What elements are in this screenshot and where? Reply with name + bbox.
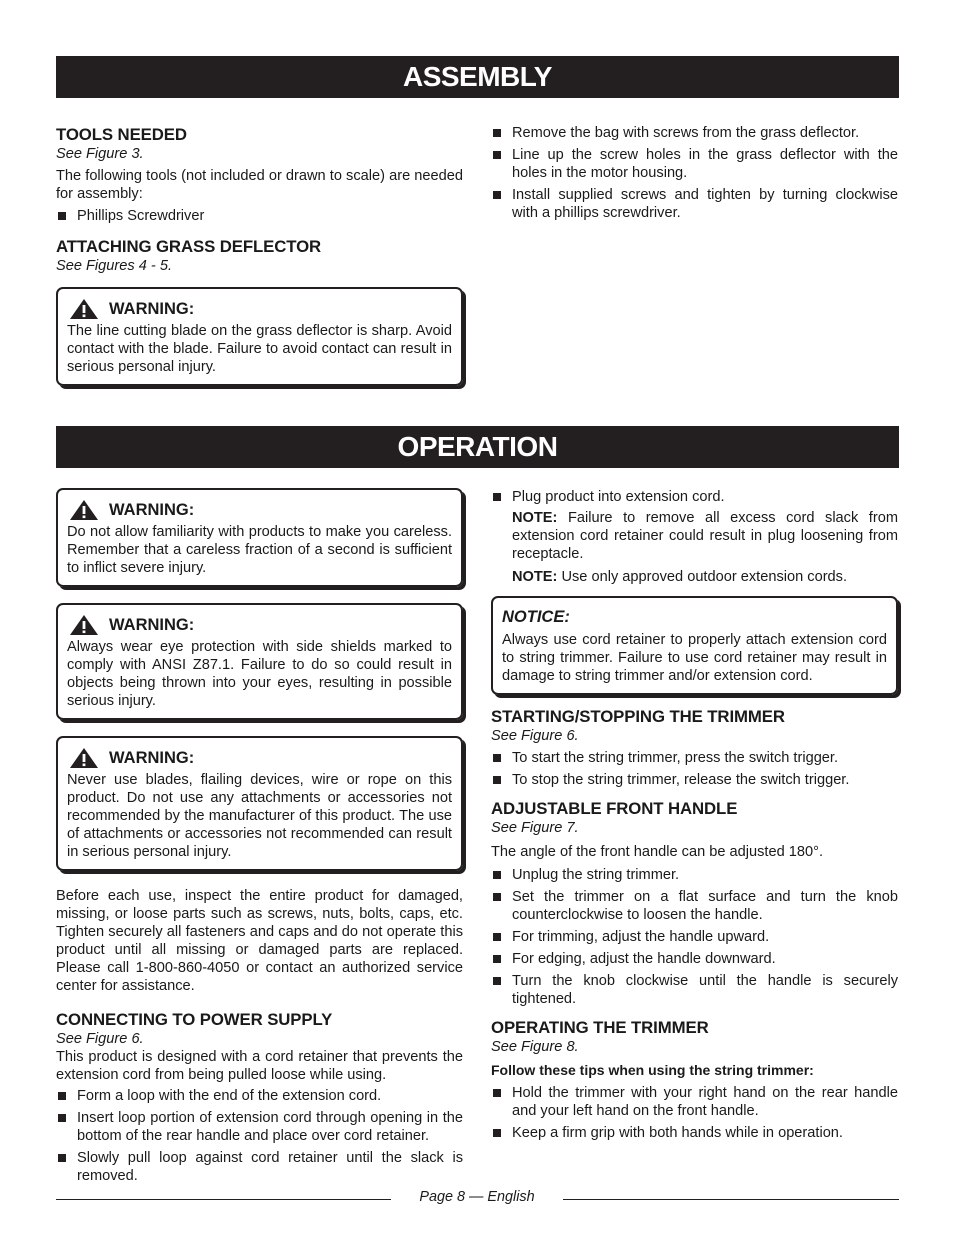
operation-left-column [56,488,463,1189]
warning-header [67,747,452,769]
starting-list [491,749,898,789]
operating-tips-list [491,1084,898,1142]
list-item: Unplug the string trimmer. [491,866,898,884]
deflector-warning-box [56,287,463,386]
note-text: Use only approved outdoor extension cords. [557,569,848,585]
warning-title: WARNING: [109,616,195,634]
list-item: Form a loop with the end of the extension cord. [56,1087,463,1105]
tips-label: Follow these tips when using the string trimmer: [491,1062,814,1078]
power-see-figure: See Figure 6. [56,1031,144,1047]
list-item: Plug product into extension cord. [491,488,898,506]
warning-header [67,499,452,521]
list-item: Phillips Screwdriver [56,207,463,225]
deflector-heading: ATTACHING GRASS DEFLECTOR [56,237,322,256]
plug-list [491,488,898,506]
assembly-right-column [491,124,898,226]
list-item: For edging, adjust the handle downward. [491,950,898,968]
notice-title: NOTICE: [502,608,570,626]
tools-body: The following tools (not included or drawn to scale) are needed for assembly: [56,168,463,202]
deflector-see-figure: See Figures 4 - 5. [56,258,172,274]
list-item: Set the trimmer on a flat surface and turn the knob counterclockwise to loosen the handle. [491,888,898,924]
warning-text: Do not allow familiarity with products to make you careless. Remember that a careless fraction of a second is sufficient to inflict severe injury. [67,524,452,576]
note-text: Failure to remove all excess cord slack from extension cord retainer could result in plug loosening from receptacle. [512,510,898,562]
warning-title: WARNING: [109,300,195,318]
inspect-paragraph: Before each use, inspect the entire product for damaged, missing, or loose parts such as screws, nuts, bolts, caps, etc. Tighten securely all fasteners and caps and do not operate this product until all missing or damaged parts are replaced. Please call 1-800-860-4050 or contact an authorized service center for assistance. [56,888,463,994]
notice-box [491,596,898,695]
list-item: Turn the knob clockwise until the handle is securely tightened. [491,972,898,1008]
operation-right-column [491,488,898,1146]
operating-heading: OPERATING THE TRIMMER [491,1018,709,1037]
note-label: NOTE: [512,510,558,526]
power-steps-list [56,1087,463,1185]
warning-text: The line cutting blade on the grass deflector is sharp. Avoid contact with the blade. Failure to avoid contact can result in serious personal injury. [67,323,452,375]
starting-heading: STARTING/STOPPING THE TRIMMER [491,707,785,726]
deflector-steps-list [491,124,898,222]
warning-triangle-icon [69,614,99,636]
warning-text: Never use blades, flailing devices, wire or rope on this product. Do not use any attachments or accessories not recommended by the manufacturer of this product. The use of attachments or accessories not recommended can result in serious personal injury. [67,772,452,860]
list-item: To stop the string trimmer, release the switch trigger. [491,771,898,789]
list-item: Line up the screw holes in the grass deflector with the holes in the motor housing. [491,146,898,182]
warning-text: Always wear eye protection with side shields marked to comply with ANSI Z87.1. Failure to do so could result in objects being thrown into your eyes, resulting in possible serious injury. [67,639,452,709]
list-item: To start the string trimmer, press the switch trigger. [491,749,898,767]
list-item: For trimming, adjust the handle upward. [491,928,898,946]
handle-body: The angle of the front handle can be adjusted 180°. [491,844,824,860]
warning-triangle-icon [69,747,99,769]
list-item: Keep a firm grip with both hands while in operation. [491,1124,898,1142]
footer-rule-left [56,1199,391,1200]
warning-box-eye-protection [56,603,463,720]
operation-banner: OPERATION [56,426,899,468]
starting-see-figure: See Figure 6. [491,728,579,744]
warning-box-attachments [56,736,463,871]
list-item: Slowly pull loop against cord retainer until the slack is removed. [56,1149,463,1185]
warning-header [67,298,452,320]
list-item: Insert loop portion of extension cord through opening in the bottom of the rear handle and place over cord retainer. [56,1109,463,1145]
warning-title: WARNING: [109,501,195,519]
operating-see-figure: See Figure 8. [491,1039,579,1055]
footer-rule-right [563,1199,899,1200]
power-body: This product is designed with a cord retainer that prevents the extension cord from being pulled loose while using. [56,1049,463,1083]
list-item: Hold the trimmer with your right hand on the rear handle and your left hand on the front handle. [491,1084,898,1120]
list-item: Install supplied screws and tighten by turning clockwise with a phillips screwdriver. [491,186,898,222]
page-footer: Page 8 — English [419,1189,535,1205]
handle-see-figure: See Figure 7. [491,820,579,836]
note-cord-slack [491,509,898,563]
note-outdoor-cords [491,568,898,586]
warning-header [67,614,452,636]
note-label: NOTE: [512,569,558,585]
tools-needed-heading: TOOLS NEEDED [56,125,187,144]
assembly-left-column [56,125,463,386]
assembly-banner: ASSEMBLY [56,56,899,98]
warning-box-familiarity [56,488,463,587]
list-item: Remove the bag with screws from the grass deflector. [491,124,898,142]
tools-see-figure: See Figure 3. [56,146,144,162]
notice-text: Always use cord retainer to properly attach extension cord to string trimmer. Failure to use cord retainer may result in damage to string trimmer and/or extension cord. [502,632,887,684]
warning-triangle-icon [69,298,99,320]
warning-title: WARNING: [109,749,195,767]
handle-steps-list [491,866,898,1008]
tools-list [56,207,463,225]
warning-triangle-icon [69,499,99,521]
power-supply-heading: CONNECTING TO POWER SUPPLY [56,1010,333,1029]
handle-heading: ADJUSTABLE FRONT HANDLE [491,799,738,818]
